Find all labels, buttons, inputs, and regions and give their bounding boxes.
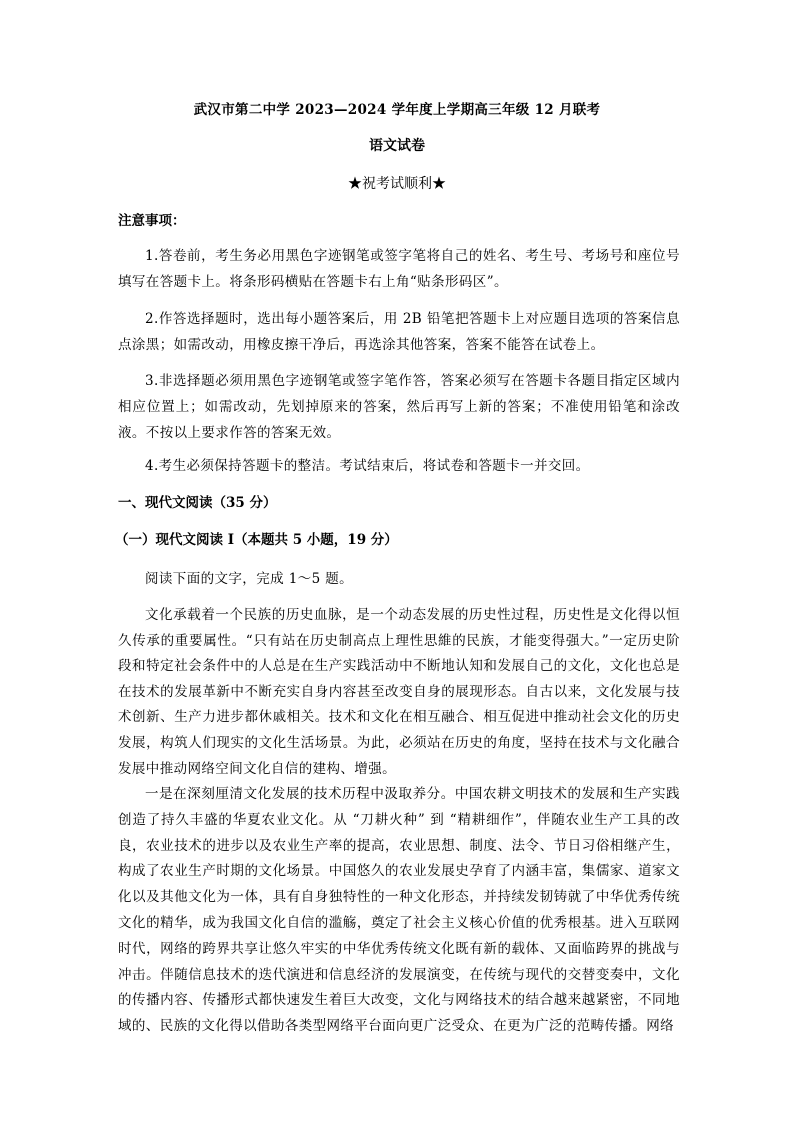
notice-item-2: 2.作答选择题时，选出每小题答案后，用 2B 铅笔把答题卡上对应题目选项的答案信息点涂黑；如需改动，用橡皮擦干净后，再选涂其他答案，答案不能答在试卷上。	[118, 311, 680, 353]
reading-paragraph-1: 文化承载着一个民族的历史血脉，是一个动态发展的历史性过程，历史性是文化得以恒久传承的重要属性。“只有站在历史制高点上理性思維的民族，才能变得强大。”一定历史阶段和特定社会条件中的人总是在生产实践活动中不断地认知和发展自己的文化，文化也总是在技术的发展革新中不断充实自身内容甚至改变自身的展现形态。自古以来，文化发展与技术创新、生产力进步都休戚相关。技术和文化在相互融合、相互促进中推动社会文化的历史发展，构筑人们现实的文化生活场景。为此，必须站在历史的角度，坚持在技术与文化融合发展中推动网络空间文化自信的建构、增强。	[118, 607, 680, 777]
notice-item-4: 4.考生必须保持答题卡的整洁。考试结束后，将试卷和答题卡一并交回。	[145, 458, 590, 474]
notice-item-3: 3.非选择题必须用黑色字迹钢笔或签字笔作答，答案必须写在答题卡各题目指定区域内相应位置上；如需改动，先划掉原来的答案，然后再写上新的答案；不准使用铅笔和涂改液。不按以上要求作答的答案无效。	[118, 373, 680, 441]
notice-item-1: 1.答卷前，考生务必用黑色字迹钢笔或签字笔将自己的姓名、考生号、考场号和座位号填写在答题卡上。将条形码横贴在答题卡右上角“贴条形码区”。	[118, 248, 680, 290]
reading-instruction: 阅读下面的文字，完成 1～5 题。	[145, 571, 354, 587]
exam-title: 武汉市第二中学 2023—2024 学年度上学期高三年级 12 月联考	[193, 102, 601, 118]
reading-paragraph-2: 一是在深刻厘清文化发展的技术历程中汲取养分。中国农耕文明技术的发展和生产实践创造了持久丰盛的华夏农业文化。从 “刀耕火种” 到 “精耕细作”，伴随农业生产工具的改良，农业技术的进步以及农业生产率的提高，农业思想、制度、法令、节日习俗相继产生，构成了农业生产时期的文化场景。中国悠久的农业发展史孕育了内涵丰富，集儒家、道家文化以及其他文化为一体，具有自身独特性的一种文化形态，并持续发韧铸就了中华优秀传统文化的精华，成为我国文化自信的滥觞，奠定了社会主义核心价值的优秀根基。进入互联网时代，网络的跨界共享让悠久牢实的中华优秀传统文化既有新的载体、又面临跨界的挑战与冲击。伴随信息技术的迭代演进和信息经济的发展演变，在传统与现代的交替变奏中，文化的传播内容、传播形式都快速发生着巨大改变，文化与网络技术的结合越来越紧密，不同地域的、民族的文化得以借助各类型网络平台面向更广泛受众、在更为广泛的范畴传播。网络	[118, 786, 680, 1035]
good-luck-line: ★祝考试顺利★	[348, 176, 446, 192]
section-heading: 一、现代文阅读（35 分）	[118, 495, 277, 511]
subject-title: 语文试卷	[369, 138, 425, 154]
subsection-heading: （一）现代文阅读 I（本题共 5 小题，19 分）	[115, 532, 398, 548]
notice-heading: 注意事项：	[118, 213, 186, 229]
